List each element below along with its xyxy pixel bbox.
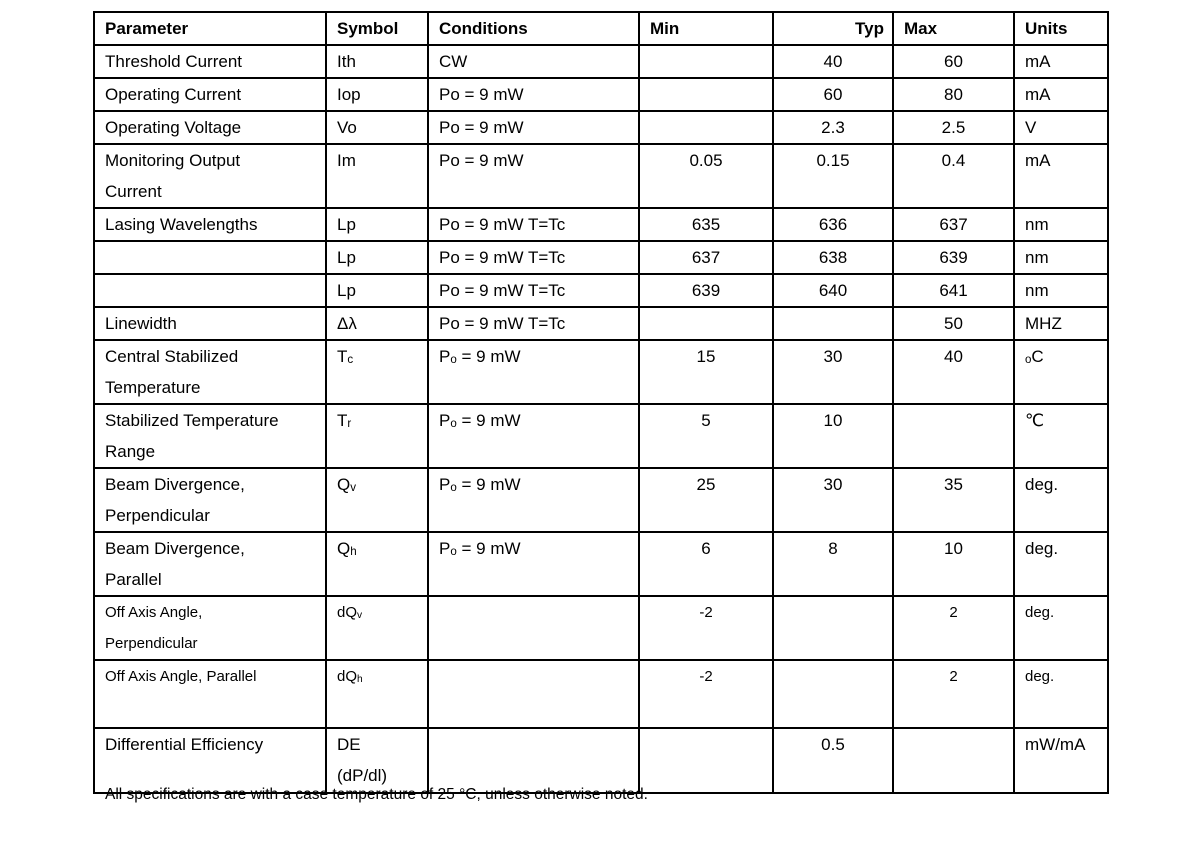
text-run: P — [439, 411, 451, 430]
cell-conditions — [428, 274, 639, 307]
cell-max: 80 — [893, 78, 1014, 111]
cell-line: Beam Divergence, — [105, 539, 245, 558]
cell-units — [1014, 274, 1108, 307]
cell-conditions — [428, 404, 639, 468]
cell-symbol — [326, 468, 428, 532]
text-run: = 9 mW — [456, 539, 521, 558]
table-row — [94, 596, 1108, 660]
cell-symbol — [326, 596, 428, 660]
cell-max — [893, 404, 1014, 468]
cell-line: Lp — [337, 248, 356, 267]
cell-min: -2 — [639, 596, 773, 660]
cell-symbol — [326, 78, 428, 111]
cell-symbol — [326, 241, 428, 274]
column-header-symbol: Symbol — [326, 12, 428, 45]
cell-line: Perpendicular — [105, 635, 198, 652]
cell-symbol — [326, 532, 428, 596]
column-header-parameter: Parameter — [94, 12, 326, 45]
text-run: dQ — [337, 668, 358, 685]
cell-line: Perpendicular — [105, 506, 210, 525]
cell-line: DE — [337, 735, 361, 754]
cell-line: Stabilized Temperature — [105, 411, 279, 430]
cell-line — [337, 597, 419, 631]
cell-max: 50 — [893, 307, 1014, 340]
cell-conditions — [428, 307, 639, 340]
cell-line: Δλ — [337, 314, 357, 333]
table-row — [94, 660, 1108, 728]
subscript-text: c — [347, 354, 354, 366]
cell-min — [639, 307, 773, 340]
cell-param — [94, 45, 326, 78]
cell-line: Lp — [337, 281, 356, 300]
cell-line: deg. — [1025, 668, 1055, 685]
cell-min: -2 — [639, 660, 773, 728]
cell-line: V — [1025, 118, 1037, 137]
cell-line: deg. — [1025, 539, 1059, 558]
cell-line — [439, 661, 630, 692]
cell-line: Iop — [337, 85, 361, 104]
cell-typ: 0.5 — [773, 728, 893, 793]
cell-min: 635 — [639, 208, 773, 241]
cell-param — [94, 241, 326, 274]
cell-units — [1014, 208, 1108, 241]
cell-typ — [773, 596, 893, 660]
table-row — [94, 274, 1108, 307]
cell-line: Current — [105, 182, 162, 201]
text-run: P — [439, 475, 451, 494]
cell-typ — [773, 660, 893, 728]
column-header-units: Units — [1014, 12, 1108, 45]
cell-line: Differential Efficiency — [105, 735, 264, 754]
header-row — [94, 12, 1108, 45]
cell-line: Vo — [337, 118, 357, 137]
cell-line: Operating Current — [105, 85, 242, 104]
table-row — [94, 78, 1108, 111]
spec-table-body — [94, 45, 1108, 793]
cell-max: 40 — [893, 340, 1014, 404]
cell-line: Ith — [337, 52, 356, 71]
cell-param — [94, 340, 326, 404]
table-row — [94, 307, 1108, 340]
cell-min: 25 — [639, 468, 773, 532]
cell-line: mA — [1025, 151, 1051, 170]
cell-param — [94, 144, 326, 208]
cell-conditions — [428, 596, 639, 660]
cell-typ: 2.3 — [773, 111, 893, 144]
cell-conditions — [428, 45, 639, 78]
cell-line — [105, 275, 317, 306]
cell-line: ℃ — [1025, 411, 1045, 430]
table-row — [94, 208, 1108, 241]
cell-line: MHZ — [1025, 314, 1062, 333]
subscript-text: h — [350, 546, 357, 558]
cell-min: 639 — [639, 274, 773, 307]
cell-line: Po = 9 mW — [439, 85, 524, 104]
cell-typ: 30 — [773, 340, 893, 404]
cell-units — [1014, 78, 1108, 111]
table-row — [94, 241, 1108, 274]
column-header-min: Min — [639, 12, 773, 45]
cell-units — [1014, 728, 1108, 793]
cell-line: Linewidth — [105, 314, 177, 333]
cell-line: Po = 9 mW — [439, 151, 524, 170]
cell-line: Threshold Current — [105, 52, 243, 71]
cell-units — [1014, 404, 1108, 468]
text-run: C — [1031, 347, 1044, 366]
cell-units — [1014, 340, 1108, 404]
cell-symbol — [326, 111, 428, 144]
cell-typ: 60 — [773, 78, 893, 111]
cell-typ — [773, 307, 893, 340]
cell-max: 2 — [893, 660, 1014, 728]
text-run: Q — [337, 539, 351, 558]
cell-max: 60 — [893, 45, 1014, 78]
subscript-text: h — [357, 674, 363, 685]
table-row — [94, 111, 1108, 144]
cell-typ: 640 — [773, 274, 893, 307]
cell-line: nm — [1025, 281, 1049, 300]
cell-line — [439, 405, 630, 440]
subscript-text: o — [450, 354, 457, 366]
cell-min: 637 — [639, 241, 773, 274]
cell-symbol — [326, 274, 428, 307]
cell-min — [639, 111, 773, 144]
cell-symbol — [326, 340, 428, 404]
cell-max: 10 — [893, 532, 1014, 596]
cell-conditions — [428, 208, 639, 241]
cell-line: Monitoring Output — [105, 151, 241, 170]
text-run: T — [337, 411, 348, 430]
cell-min — [639, 78, 773, 111]
text-run: = 9 mW — [456, 347, 521, 366]
cell-max: 639 — [893, 241, 1014, 274]
cell-param — [94, 208, 326, 241]
column-header-typ: Typ — [773, 12, 893, 45]
cell-conditions — [428, 78, 639, 111]
cell-line: Central Stabilized — [105, 347, 239, 366]
cell-param — [94, 596, 326, 660]
subscript-text: o — [450, 418, 457, 430]
column-header-max: Max — [893, 12, 1014, 45]
subscript-text: v — [357, 610, 363, 621]
cell-conditions — [428, 468, 639, 532]
subscript-text: o — [450, 546, 457, 558]
cell-line: nm — [1025, 248, 1049, 267]
cell-conditions — [428, 532, 639, 596]
subscript-text: v — [350, 482, 357, 494]
specifications-table — [93, 11, 1109, 794]
text-run: T — [337, 347, 348, 366]
cell-line — [337, 469, 419, 504]
cell-units — [1014, 532, 1108, 596]
column-header-conditions: Conditions — [428, 12, 639, 45]
cell-symbol — [326, 208, 428, 241]
cell-units — [1014, 144, 1108, 208]
table-row — [94, 340, 1108, 404]
cell-min: 15 — [639, 340, 773, 404]
table-row — [94, 532, 1108, 596]
cell-max: 0.4 — [893, 144, 1014, 208]
cell-param — [94, 404, 326, 468]
cell-line — [439, 469, 630, 504]
cell-units — [1014, 596, 1108, 660]
cell-units — [1014, 307, 1108, 340]
cell-line: mA — [1025, 52, 1051, 71]
cell-line — [439, 729, 630, 760]
cell-param — [94, 111, 326, 144]
cell-line: Im — [337, 151, 356, 170]
cell-line — [439, 533, 630, 568]
text-run: Q — [337, 475, 351, 494]
cell-param — [94, 468, 326, 532]
cell-units — [1014, 468, 1108, 532]
cell-line: (dP/dl) — [337, 766, 388, 785]
cell-min: 6 — [639, 532, 773, 596]
cell-typ: 10 — [773, 404, 893, 468]
cell-conditions — [428, 241, 639, 274]
cell-line: Off Axis Angle, — [105, 604, 203, 621]
cell-max: 2 — [893, 596, 1014, 660]
cell-units — [1014, 111, 1108, 144]
cell-conditions — [428, 340, 639, 404]
cell-line — [337, 405, 419, 440]
cell-typ: 636 — [773, 208, 893, 241]
cell-line: Parallel — [105, 570, 162, 589]
cell-typ: 30 — [773, 468, 893, 532]
cell-param — [94, 307, 326, 340]
cell-min: 0.05 — [639, 144, 773, 208]
cell-line: Po = 9 mW T=Tc — [439, 248, 566, 267]
cell-line: Off Axis Angle, Parallel — [105, 668, 257, 685]
cell-max — [893, 728, 1014, 793]
cell-param — [94, 532, 326, 596]
cell-typ: 8 — [773, 532, 893, 596]
text-run: = 9 mW — [456, 475, 521, 494]
table-row — [94, 144, 1108, 208]
cell-line: nm — [1025, 215, 1049, 234]
cell-min: 5 — [639, 404, 773, 468]
subscript-text: o — [450, 482, 457, 494]
cell-line: deg. — [1025, 475, 1059, 494]
cell-line: Po = 9 mW T=Tc — [439, 215, 566, 234]
subscript-text: o — [1025, 354, 1032, 366]
table-row — [94, 404, 1108, 468]
cell-line: CW — [439, 52, 468, 71]
cell-line: Lasing Wavelengths — [105, 215, 258, 234]
cell-line — [439, 341, 630, 376]
cell-conditions — [428, 111, 639, 144]
cell-line — [337, 661, 419, 695]
cell-max: 637 — [893, 208, 1014, 241]
table-row — [94, 468, 1108, 532]
cell-max: 35 — [893, 468, 1014, 532]
cell-line: Beam Divergence, — [105, 475, 245, 494]
cell-units — [1014, 660, 1108, 728]
cell-line: Temperature — [105, 378, 201, 397]
cell-conditions — [428, 144, 639, 208]
cell-line — [439, 597, 630, 628]
text-run: dQ — [337, 604, 358, 621]
text-run: P — [439, 347, 451, 366]
cell-symbol — [326, 307, 428, 340]
cell-line: Po = 9 mW T=Tc — [439, 281, 566, 300]
cell-line: mA — [1025, 85, 1051, 104]
spec-table-header — [94, 12, 1108, 45]
cell-line — [1025, 341, 1099, 376]
cell-line: Po = 9 mW T=Tc — [439, 314, 566, 333]
cell-symbol — [326, 660, 428, 728]
cell-typ: 638 — [773, 241, 893, 274]
subscript-text: r — [347, 418, 352, 430]
cell-min — [639, 45, 773, 78]
cell-symbol — [326, 404, 428, 468]
text-run: = 9 mW — [456, 411, 521, 430]
cell-typ: 0.15 — [773, 144, 893, 208]
cell-units — [1014, 45, 1108, 78]
cell-typ: 40 — [773, 45, 893, 78]
cell-symbol — [326, 45, 428, 78]
cell-conditions — [428, 660, 639, 728]
cell-line — [105, 242, 317, 273]
cell-line — [337, 533, 419, 568]
table-row — [94, 45, 1108, 78]
cell-line: mW/mA — [1025, 735, 1086, 754]
cell-param — [94, 660, 326, 728]
cell-line: deg. — [1025, 604, 1055, 621]
cell-max: 641 — [893, 274, 1014, 307]
cell-line: Lp — [337, 215, 356, 234]
cell-units — [1014, 241, 1108, 274]
cell-symbol — [326, 144, 428, 208]
cell-min — [639, 728, 773, 793]
cell-line: Operating Voltage — [105, 118, 242, 137]
cell-line: Range — [105, 442, 156, 461]
cell-line — [337, 341, 419, 376]
text-run: P — [439, 539, 451, 558]
cell-param — [94, 274, 326, 307]
cell-param — [94, 78, 326, 111]
cell-max: 2.5 — [893, 111, 1014, 144]
footnote: All specifications are with a case temperature of 25 °C, unless otherwise noted. — [105, 786, 648, 803]
cell-line: Po = 9 mW — [439, 118, 524, 137]
